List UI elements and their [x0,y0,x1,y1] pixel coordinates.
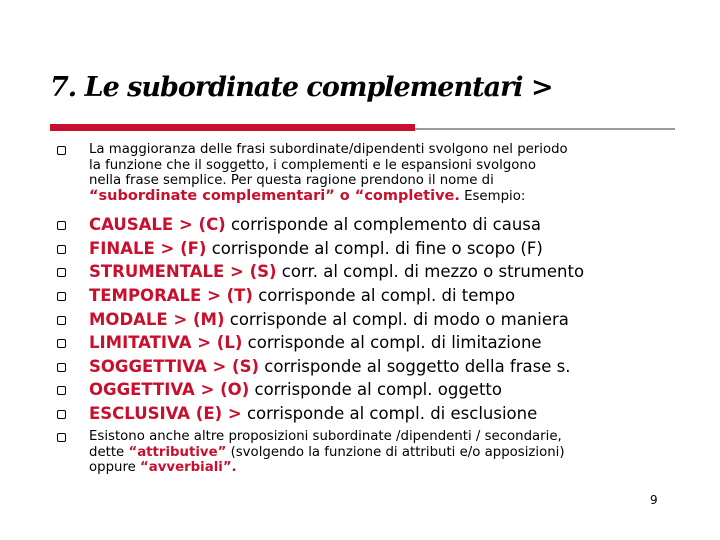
outro-line-3 [89,460,565,476]
item-term: FINALE > (F) [89,239,207,258]
item-term: STRUMENTALE > (S) [89,262,277,281]
item-term: TEMPORALE > (T) [89,286,253,305]
page-number: 9 [650,493,658,507]
bullet-icon [57,221,66,230]
item-term: MODALE > (M) [89,310,225,329]
intro-line-2: la funzione che il soggetto, i complementi e le espansioni svolgono [89,157,536,173]
bullet-icon [57,433,66,442]
item-desc: corrisponde al soggetto della frase s. [259,357,571,376]
outro-pre: dette [89,444,129,460]
intro-line-1: La maggioranza delle frasi subordinate/dipendenti svolgono nel periodo [89,142,568,157]
item-desc: corrisponde al complemento di causa [225,215,542,234]
item-desc: corrisponde al compl. di esclusione [241,404,538,423]
item-desc: corrisponde al compl. di fine o scopo (F) [206,239,543,258]
bullet-icon [57,386,66,395]
item-term: CAUSALE > (C) [89,215,226,234]
intro-term: “subordinate complementari” o “completive. [89,187,460,204]
outro-term-attributive: “attributive” [128,444,227,460]
bullet-icon [57,363,66,372]
bullet-icon [57,292,66,301]
item-desc: corrisponde al compl. di tempo [252,286,516,305]
bullet-icon [57,316,66,325]
title-underline-red [50,124,415,131]
list-item-finale [89,239,543,259]
intro-line-3: nella frase semplice. Per questa ragione prendono il nome di [89,173,494,188]
outro-line-2 [89,445,565,461]
outro-pre-3: oppure [89,460,141,475]
list-item-causale [89,215,541,235]
outro-term-avverbiali: “avverbiali”. [140,460,237,475]
item-desc: corr. al compl. di mezzo o strumento [276,262,585,281]
list-item-strumentale [89,262,584,282]
list-item-soggettiva [89,357,570,377]
intro-paragraph [89,142,568,204]
intro-tail: Esempio: [459,188,526,204]
list-item-modale [89,310,569,330]
slide-title: 7. Le subordinate complementari > [50,72,553,103]
outro-paragraph [89,429,565,476]
list-item-limitativa [89,333,542,353]
item-term: LIMITATIVA > (L) [89,333,243,352]
bullet-icon [57,245,66,254]
bullet-icon [57,339,66,348]
item-desc: corrisponde al compl. di modo o maniera [224,310,569,329]
item-term: SOGGETTIVA > (S) [89,357,259,376]
intro-line-4 [89,189,568,205]
item-desc: corrisponde al compl. oggetto [249,380,502,399]
bullet-icon [57,268,66,277]
outro-post: (svolgendo la funzione di attributi e/o apposizioni) [226,444,565,460]
bullet-icon [57,146,66,155]
item-term: OGGETTIVA > (O) [89,380,250,399]
list-item-esclusiva [89,404,537,424]
item-desc: corrisponde al compl. di limitazione [242,333,542,352]
outro-line-1: Esistono anche altre proposizioni subordinate /dipendenti / secondarie, [89,429,562,444]
list-item-oggettiva [89,380,502,400]
list-item-temporale [89,286,515,306]
bullet-icon [57,410,66,419]
item-term: ESCLUSIVA (E) > [89,404,242,423]
